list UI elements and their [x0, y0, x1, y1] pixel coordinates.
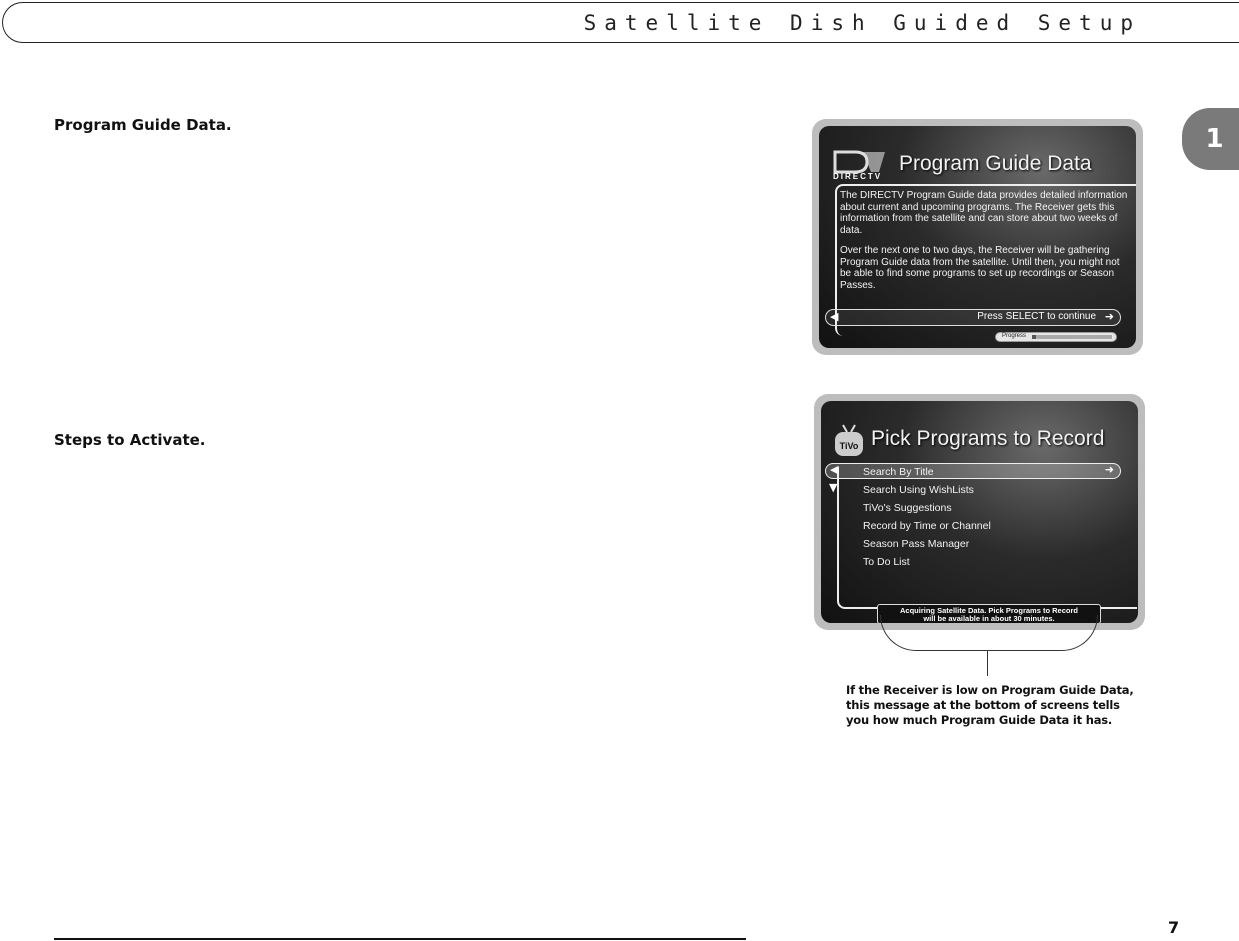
progress-fill: [1032, 335, 1036, 339]
progress-label: Progress: [1002, 333, 1027, 339]
callout-bracket: [880, 615, 1098, 651]
menu-item-record-by-time[interactable]: Record by Time or Channel: [863, 520, 991, 532]
arrow-down-icon: ▼: [829, 481, 838, 494]
progress-indicator: [995, 332, 1117, 342]
tv-screen: [821, 401, 1138, 623]
callout-line: [987, 650, 988, 676]
body-paragraph-2: Over the next one to two days, the Receiver will be gathering Program Guide data from the satellite. Until then, you might not be able to find some programs to set up recordings or Season Passes.: [840, 245, 1120, 291]
page-header-title: Satellite Dish Guided Setup: [583, 11, 1141, 35]
arrow-left-icon: ◀: [830, 310, 839, 323]
menu-item-search-by-title[interactable]: Search By Title: [863, 466, 934, 478]
callout-text: If the Receiver is low on Program Guide Data, this message at the bottom of screens tells you how much Program Guide Data it has.: [846, 683, 1134, 727]
select-continue-bar[interactable]: [825, 309, 1121, 326]
progress-track: [1032, 335, 1112, 339]
body-paragraph-1: The DIRECTV Program Guide data provides detailed information about current and upcoming programs. The Receiver gets this information from the satellite and can store about two weeks of data.: [840, 190, 1128, 236]
page-number: 7: [1168, 918, 1180, 937]
tv-screen: [819, 126, 1136, 348]
chapter-tab: 1: [1182, 108, 1239, 170]
footer-rule: [54, 938, 746, 940]
screen-body-text: [840, 190, 1130, 300]
directv-logo-text: DIRECTV: [833, 172, 883, 181]
section-heading-steps-to-activate: Steps to Activate.: [54, 431, 206, 449]
tivo-logo-text: TiVo: [839, 441, 859, 451]
menu-item-season-pass-manager[interactable]: Season Pass Manager: [863, 538, 970, 550]
arrow-right-icon: ➜: [1104, 310, 1114, 323]
arrow-right-icon: ➜: [1104, 463, 1114, 476]
tivo-logo-icon: [833, 423, 865, 459]
menu-item-to-do-list[interactable]: To Do List: [863, 556, 910, 568]
arrow-left-icon: ◀: [830, 463, 839, 476]
status-line-1: Acquiring Satellite Data. Pick Programs to Record: [900, 606, 1078, 615]
screenshot-pick-programs: [814, 394, 1145, 630]
screen-title: Program Guide Data: [899, 152, 1092, 175]
menu-item-tivo-suggestions[interactable]: TiVo's Suggestions: [863, 502, 952, 514]
status-line-2: will be available in about 30 minutes.: [923, 614, 1055, 623]
screenshot-program-guide-data: [812, 119, 1143, 355]
menu-item-search-wishlists[interactable]: Search Using WishLists: [863, 484, 974, 496]
section-heading-program-guide-data: Program Guide Data.: [54, 116, 232, 134]
screen-title: Pick Programs to Record: [871, 427, 1105, 450]
menu-list: [863, 463, 991, 571]
select-continue-label: Press SELECT to continue: [977, 311, 1096, 322]
